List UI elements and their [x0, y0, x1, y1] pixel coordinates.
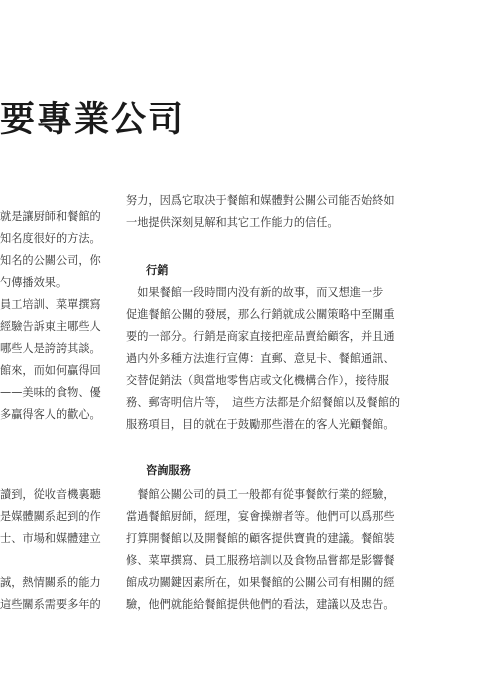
text-line: 館來，而如何贏得回: [0, 364, 101, 377]
text-line: 交替促銷法（與當地零售店或文化機構合作），接待服: [126, 374, 389, 387]
left-column-block-3: [0, 572, 112, 616]
text-line: 勺傳播效果。: [0, 276, 68, 289]
text-line: 誠，熱情關系的能力: [0, 576, 101, 589]
text-line: 修、菜單撰寫、員工服務培訓以及食物品嘗都是影響餐: [126, 554, 395, 567]
text-line: 經驗告訴東主哪些人: [0, 320, 101, 333]
text-line: 努力，因爲它取决于餐館和媒體對公關公司能否始終如: [126, 194, 395, 207]
text-line: 務、郵寄明信片等， 這些方法都是介紹餐館以及餐館的: [126, 396, 401, 409]
right-column-consulting: [126, 484, 426, 616]
text-line: 員工培訓、菜單撰寫: [0, 298, 101, 311]
text-line: 過内外多種方法進行宣傳：直郵、意見卡、餐館通訊、: [126, 352, 395, 365]
text-line: 如果餐館一段時間内没有新的故事，而又想進一步: [126, 286, 384, 299]
text-line: 餐館公關公司的員工一般都有從事餐飲行業的經驗，: [126, 488, 395, 501]
text-line: 就是讓厨師和餐館的: [0, 210, 101, 223]
text-line: 知名的公關公司，你: [0, 254, 101, 267]
page-title: 要專業公司: [0, 100, 186, 140]
text-line: 哪些人是誇誇其談。: [0, 342, 101, 355]
text-line: 一地提供深刻見解和其它工作能力的信任。: [126, 216, 339, 229]
right-column-intro: [126, 190, 426, 234]
right-column-marketing: [126, 282, 426, 436]
text-line: ——美味的食物、優: [0, 386, 101, 399]
text-line: 打算開餐館以及開餐館的顧客提供寶貴的建議。餐館裝: [126, 532, 395, 545]
left-column-block-2: [0, 484, 112, 550]
text-line: 士、市場和媒體建立: [0, 532, 101, 545]
text-line: 多贏得客人的歡心。: [0, 408, 101, 421]
text-line: 館成功關鍵因素所在，如果餐館的公關公司有相關的經: [126, 576, 395, 589]
section-heading-consulting: 咨詢服務: [146, 464, 191, 477]
text-line: 這些關系需要多年的: [0, 598, 101, 611]
text-line: 服務項目，目的就在于鼓勵那些潜在的客人光顧餐館。: [126, 418, 395, 431]
text-line: 是媒體關系起到的作: [0, 510, 101, 523]
text-line: 要的一部分。行銷是商家直接把産品賣給顧客，并且通: [126, 330, 395, 343]
text-line: 讀到，從收音機裏聽: [0, 488, 101, 501]
text-line: 當過餐館厨師，經理，宴會操辦者等。他們可以爲那些: [126, 510, 395, 523]
text-line: 促進餐館公關的發展，那么行銷就成公關策略中至關重: [126, 308, 395, 321]
text-line: 知名度很好的方法。: [0, 232, 101, 245]
text-line: 驗，他們就能給餐館提供他們的看法，建議以及忠告。: [126, 598, 395, 611]
section-heading-marketing: 行銷: [146, 264, 169, 277]
left-column-block-1: [0, 206, 112, 426]
